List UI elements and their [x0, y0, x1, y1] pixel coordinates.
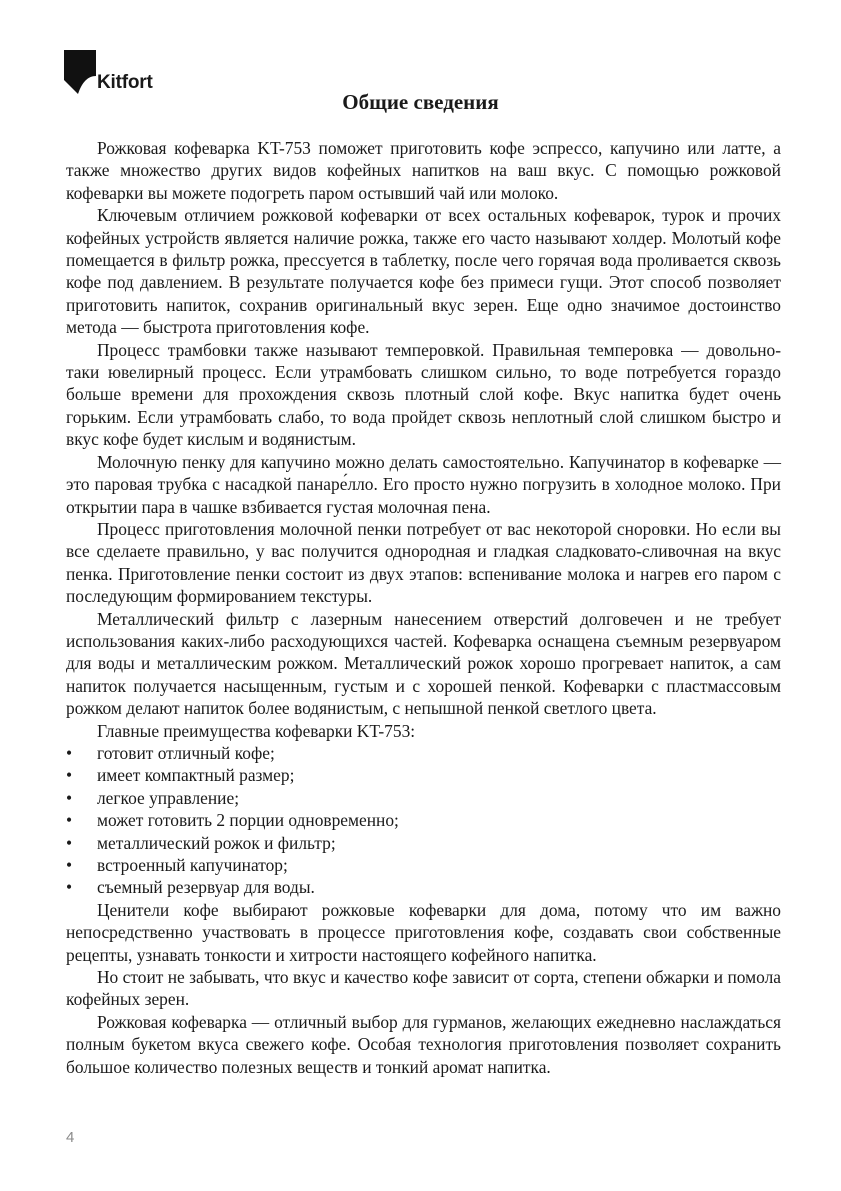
kitfort-logo — [64, 50, 153, 94]
paragraph: Ключевым отличием рожковой кофеварки от всех остальных кофеварок, турок и прочих кофейных устройств является наличие рожка, также его часто называют холдер. Молотый кофе помещается в фильтр рожка, прессуется в таблетку, после чего горячая вода проливается сквозь кофе под давлением. В результате получается кофе без примеси гущи. Этот способ позволяет приготовить напиток, сохранив оригинальный вкус зерен. Еще одно значимое достоинство метода — быстрота приготовления кофе. — [66, 205, 781, 338]
paragraph: Процесс трамбовки также называют темперовкой. Правильная темперовка — довольно-таки ювелирный процесс. Если утрамбовать слишком сильно, то воде потребуется гораздо больше времени для прохождения сквозь плотный слой кофе. Вкус напитка будет очень горьким. Если утрамбовать слабо, то вода пройдет сквозь неплотный слой слишком быстро и вкус кофе будет кислым и водянистым. — [66, 339, 781, 450]
list-item: • готовит отличный кофе; — [66, 742, 781, 764]
document-body — [66, 137, 781, 1078]
paragraph: Ценители кофе выбирают рожковые кофеварки для дома, потому что им важно непосредственно участвовать в процессе приготовления кофе, создавать свои собственные рецепты, узнавать тонкости и хитрости настоящего кофейного напитка. — [66, 899, 781, 965]
paragraph: Процесс приготовления молочной пенки потребует от вас некоторой сноровки. Но если вы все сделаете правильно, у вас получится однородная и гладкая сладковато-сливочная на вкус пенка. Приготовление пенки состоит из двух этапов: вспенивание молока и нагрев его паром с последующим формированием текстуры. — [66, 518, 781, 607]
list-item: • легкое управление; — [66, 787, 781, 809]
paragraph: Рожковая кофеварка KT-753 поможет приготовить кофе эспрессо, капучино или латте, а также множество других видов кофейных напитков на ваш вкус. С помощью рожковой кофеварки вы можете подогреть паром остывший чай или молоко. — [66, 138, 781, 203]
list-item: • может готовить 2 порции одновременно; — [66, 809, 781, 831]
paragraph: Но стоит не забывать, что вкус и качество кофе зависит от сорта, степени обжарки и помола кофейных зерен. — [66, 967, 781, 1010]
paragraph: Металлический фильтр с лазерным нанесением отверстий долговечен и не требует использования каких-либо расходующихся частей. Кофеварка оснащена съемным резервуаром для воды и металлическим рожком. Металлический рожок хорошо прогревает напиток, а сам напиток получается насыщенным, густым и с хорошей пенкой. Кофеварки с пластмассовым рожком делают напиток более водянистым, с непышной пенкой светлого цвета. — [66, 608, 781, 719]
paragraph: Рожковая кофеварка — отличный выбор для гурманов, желающих ежедневно наслаждаться полным букетом вкуса свежего кофе. Особая технология приготовления позволяет сохранить большое количество полезных веществ и тонкий аромат напитка. — [66, 1011, 781, 1077]
page-number: 4 — [66, 1129, 75, 1146]
brand-name: Kitfort — [97, 72, 153, 93]
paragraph: Молочную пенку для капучино можно делать самостоятельно. Капучинатор в кофеварке — это паровая трубка с насадкой панаре́лло. Его просто нужно погрузить в холодное молоко. При открытии пара в чашке взбивается густая молочная пена. — [66, 451, 781, 517]
list-item: • съемный резервуар для воды. — [66, 876, 781, 898]
kitfort-logo-icon — [64, 50, 96, 94]
page-title: Общие сведения — [342, 90, 499, 114]
list-item: • металлический рожок и фильтр; — [66, 832, 781, 854]
list-item: • имеет компактный размер; — [66, 764, 781, 786]
list-item: • встроенный капучинатор; — [66, 854, 781, 876]
advantages-intro: Главные преимущества кофеварки KT-753: — [97, 720, 416, 741]
advantages-list — [66, 742, 781, 899]
